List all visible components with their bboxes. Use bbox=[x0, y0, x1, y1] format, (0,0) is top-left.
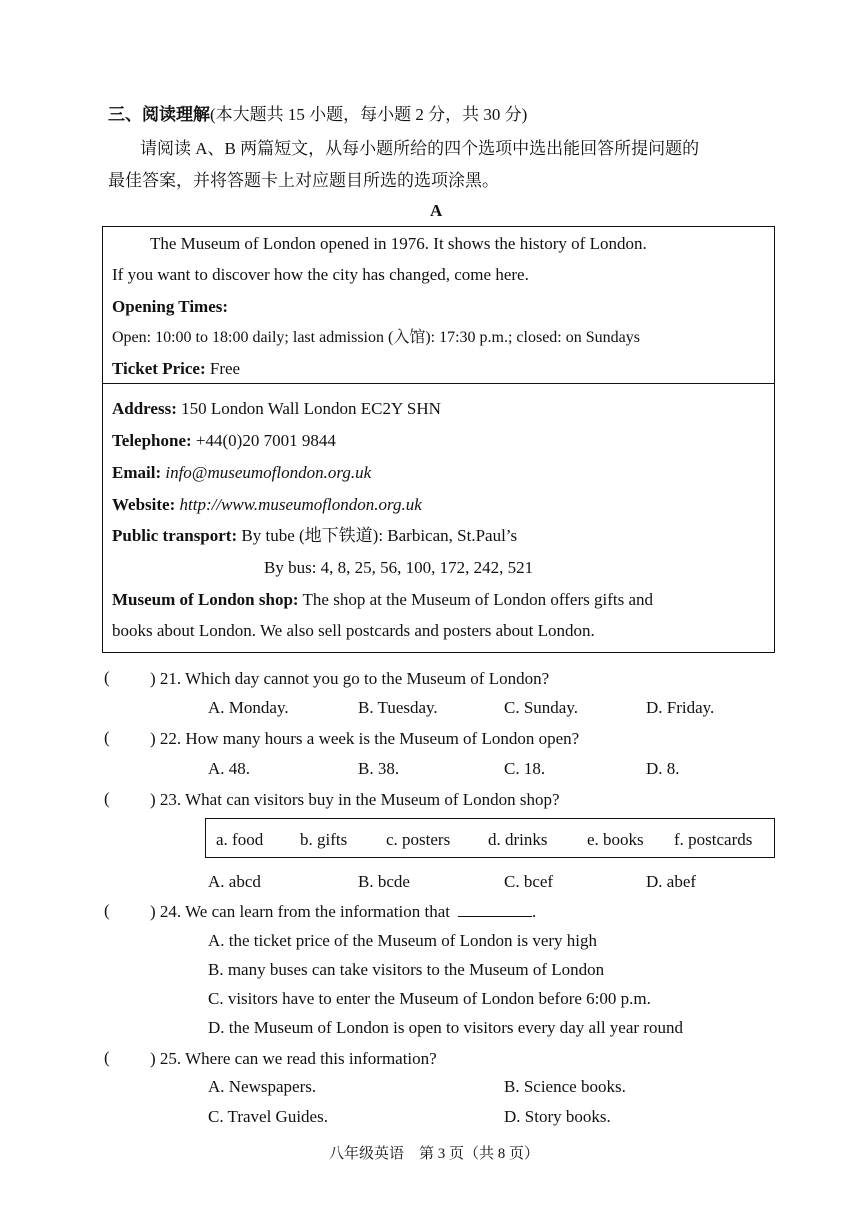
website bbox=[112, 494, 422, 516]
option-22-a[interactable]: A. 48. bbox=[208, 759, 251, 778]
option-24-c[interactable]: C. visitors have to enter the Museum of London before 6:00 p.m. bbox=[208, 989, 651, 1008]
transport-label: Public transport: bbox=[112, 526, 238, 545]
question-text: Where can we read this information? bbox=[185, 1049, 437, 1068]
option-25-c[interactable]: C. Travel Guides. bbox=[208, 1107, 328, 1126]
option-24-a[interactable]: A. the ticket price of the Museum of London is very high bbox=[208, 931, 598, 950]
question-text: We can learn from the information that bbox=[185, 902, 450, 921]
option-21-a[interactable]: A. Monday. bbox=[208, 698, 289, 717]
question-24: ) 24. We can learn from the information that . bbox=[150, 902, 537, 921]
address-label: Address: bbox=[112, 399, 177, 418]
shop-label: Museum of London shop: bbox=[112, 590, 299, 609]
email bbox=[112, 462, 371, 484]
address-value: 150 London Wall London EC2Y SHN bbox=[181, 399, 441, 418]
ticket-price-label: Ticket Price: bbox=[112, 359, 206, 378]
instruction-line-1: 请阅读 A、B 两篇短文，从每小题所给的四个选项中选出能回答所提问题的 bbox=[140, 139, 700, 158]
answer-paren-25[interactable]: ( bbox=[104, 1048, 110, 1067]
section-heading-note: (本大题共 15 小题，每小题 2 分，共 30 分) bbox=[210, 105, 528, 124]
option-23-b[interactable]: B. bcde bbox=[358, 872, 410, 891]
answer-paren-23[interactable]: ( bbox=[104, 789, 110, 808]
question-22 bbox=[150, 728, 579, 750]
question-number: ) 21. bbox=[150, 669, 182, 688]
answer-paren-24[interactable]: ( bbox=[104, 901, 110, 920]
transport-tube: By tube (地下铁道): Barbican, St.Paul’s bbox=[241, 526, 518, 545]
passage-box-bottom bbox=[102, 383, 775, 653]
option-24-d[interactable]: D. the Museum of London is open to visitors every day all year round bbox=[208, 1018, 683, 1037]
transport bbox=[112, 525, 517, 547]
option-25-a[interactable]: A. Newspapers. bbox=[208, 1077, 317, 1096]
telephone-label: Telephone: bbox=[112, 431, 192, 450]
choice-b: b. gifts bbox=[300, 830, 348, 849]
question-number: ) 22. bbox=[150, 729, 182, 748]
transport-bus: By bus: 4, 8, 25, 56, 100, 172, 242, 521 bbox=[264, 558, 534, 577]
opening-times-value: Open: 10:00 to 18:00 daily; last admission (入馆): 17:30 p.m.; closed: on Sundays bbox=[112, 329, 640, 346]
question-23 bbox=[150, 789, 560, 811]
passage-intro-2: If you want to discover how the city has changed, come here. bbox=[112, 265, 529, 284]
passage-label: A bbox=[430, 201, 443, 220]
shop-value-1: The shop at the Museum of London offers gifts and bbox=[302, 590, 654, 609]
choice-d: d. drinks bbox=[488, 830, 548, 849]
email-value: info@museumoflondon.org.uk bbox=[165, 463, 372, 482]
instruction-line-2: 最佳答案，并将答题卡上对应题目所选的选项涂黑。 bbox=[108, 171, 499, 190]
option-21-c[interactable]: C. Sunday. bbox=[504, 698, 578, 717]
question-25 bbox=[150, 1048, 437, 1070]
option-24-b[interactable]: B. many buses can take visitors to the Museum of London bbox=[208, 960, 605, 979]
option-21-b[interactable]: B. Tuesday. bbox=[358, 698, 438, 717]
answer-paren-22[interactable]: ( bbox=[104, 728, 110, 747]
website-label: Website: bbox=[112, 495, 176, 514]
passage-intro-1: The Museum of London opened in 1976. It shows the history of London. bbox=[150, 234, 647, 253]
answer-blank[interactable] bbox=[458, 902, 532, 917]
section-heading-title: 三、阅读理解 bbox=[108, 105, 210, 124]
question-number: ) 25. bbox=[150, 1049, 182, 1068]
option-22-c[interactable]: C. 18. bbox=[504, 759, 546, 778]
shop bbox=[112, 589, 653, 611]
question-text: How many hours a week is the Museum of London open? bbox=[185, 729, 580, 748]
address bbox=[112, 398, 441, 420]
option-22-d[interactable]: D. 8. bbox=[646, 759, 680, 778]
question-text: Which day cannot you go to the Museum of London? bbox=[185, 669, 550, 688]
section-heading bbox=[108, 104, 527, 126]
option-21-d[interactable]: D. Friday. bbox=[646, 698, 715, 717]
telephone bbox=[112, 430, 336, 452]
question-text: What can visitors buy in the Museum of London shop? bbox=[185, 790, 560, 809]
option-25-d[interactable]: D. Story books. bbox=[504, 1107, 611, 1126]
option-25-b[interactable]: B. Science books. bbox=[504, 1077, 626, 1096]
email-label: Email: bbox=[112, 463, 162, 482]
question-21 bbox=[150, 668, 549, 690]
option-22-b[interactable]: B. 38. bbox=[358, 759, 400, 778]
answer-paren-21[interactable]: ( bbox=[104, 668, 110, 687]
ticket-price-value: Free bbox=[209, 359, 241, 378]
website-value: http://www.museumoflondon.org.uk bbox=[179, 495, 422, 514]
opening-times-label: Opening Times: bbox=[112, 297, 229, 316]
option-23-c[interactable]: C. bcef bbox=[504, 872, 554, 891]
telephone-value: +44(0)20 7001 9844 bbox=[195, 431, 336, 450]
ticket-price bbox=[112, 358, 240, 380]
question-number: ) 23. bbox=[150, 790, 182, 809]
question-number: ) 24. bbox=[150, 902, 182, 921]
page-footer: 八年级英语 第 3 页（共 8 页） bbox=[328, 1146, 539, 1162]
shop-value-2: books about London. We also sell postcards and posters about London. bbox=[112, 621, 595, 640]
choice-a: a. food bbox=[216, 830, 264, 849]
option-23-d[interactable]: D. abef bbox=[646, 872, 697, 891]
choice-f: f. postcards bbox=[674, 830, 753, 849]
choice-c: c. posters bbox=[386, 830, 451, 849]
option-23-a[interactable]: A. abcd bbox=[208, 872, 261, 891]
choice-e: e. books bbox=[587, 830, 644, 849]
